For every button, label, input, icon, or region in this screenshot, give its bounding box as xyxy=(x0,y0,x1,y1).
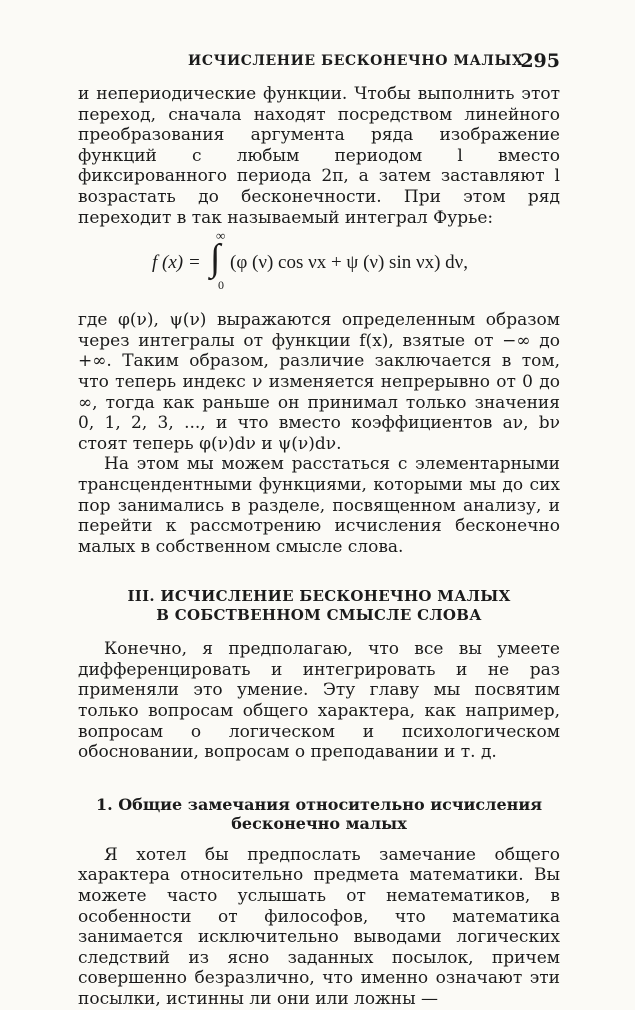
fourier-integral-formula xyxy=(78,228,560,296)
section-heading-line1: III. ИСЧИСЛЕНИЕ БЕСКОНЕЧНО МАЛЫХ xyxy=(127,587,511,606)
page-number: 295 xyxy=(520,50,560,72)
paragraph-general-remarks: Я хотел бы предпослать замечание общего характера относительно предмета математики. Вы можете часто услышать от нематематиков, в особенности от философов, что математика занимается исключительно выводами логических следствий из ясно заданных посылок, причем совершенно безразлично, что именно означают эти посылки, истинны ли они или ложны — xyxy=(78,844,560,1009)
integral-sign: ∫ xyxy=(210,237,221,280)
page-body xyxy=(78,84,560,1010)
subsection-heading-line2: бесконечно малых xyxy=(231,813,407,833)
paragraph-fourier-transition: и непериодические функции. Чтобы выполнить этот переход, сначала находят посредством линейного преобразования аргумента ряда изображение функций с любым периодом l вместо фиксированного периода 2π, а затем заставляют l возрастать до бесконечности. При этом ряд переходит в так называемый интеграл Фурье: xyxy=(78,84,560,228)
running-title: ИСЧИСЛЕНИЕ БЕСКОНЕЧНО МАЛЫХ xyxy=(188,53,524,69)
formula-lhs: f (x) = xyxy=(152,252,201,274)
paragraph-coefficients: где φ(ν), ψ(ν) выражаются определенным образом через интегралы от функции f(x), взятые от −∞ до +∞. Таким образом, различие заключается в том, что теперь индекс ν изменяется непрерывно от 0 до ∞, тогда как раньше он принимал только значения 0, 1, 2, 3, ..., и что вместо коэффициентов aν, bν стоят теперь φ(ν)dν и ψ(ν)dν. xyxy=(78,310,560,454)
section-heading xyxy=(78,587,560,625)
subsection-heading xyxy=(78,795,560,833)
paragraph-chapter-intro: Конечно, я предполагаю, что все вы умеете дифференцировать и интегрировать и не раз применяли это умение. Эту главу мы посвятим только вопросам общего характера, как например, вопросам о логическом и психологическом обосновании, вопросам о преподавании и т. д. xyxy=(78,639,560,763)
page-header xyxy=(78,50,560,76)
integral-lower-limit: 0 xyxy=(218,278,224,293)
section-heading-line2: В СОБСТВЕННОМ СМЫСЛЕ СЛОВА xyxy=(156,606,482,625)
formula-integrand: (φ (ν) cos νx + ψ (ν) sin νx) dν, xyxy=(230,252,468,274)
subsection-heading-line1: 1. Общие замечания относительно исчисления xyxy=(95,794,543,814)
integral-upper-limit: ∞ xyxy=(216,228,226,244)
paragraph-transition: На этом мы можем расстаться с элементарными трансцендентными функциями, которыми мы до сих пор занимались в разделе, посвященном анализу, и перейти к рассмотрению исчисления бесконечно малых в собственном смысле слова. xyxy=(78,454,560,557)
